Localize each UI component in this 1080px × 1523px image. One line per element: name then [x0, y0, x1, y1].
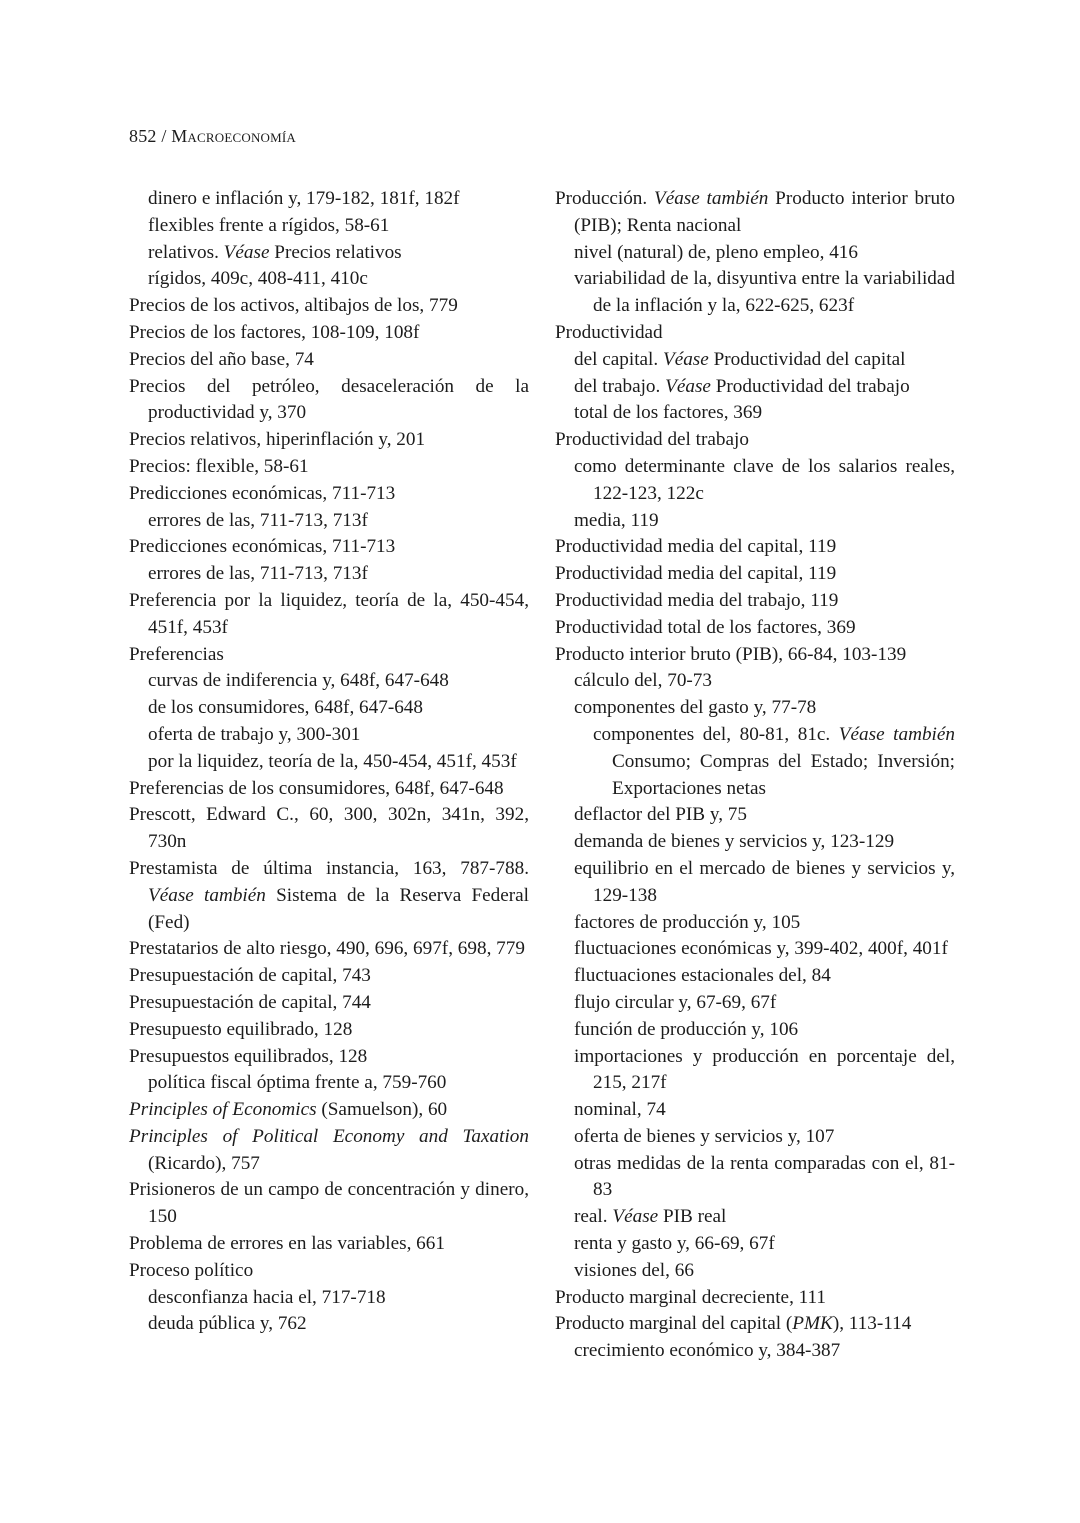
entry-text: Productividad total de los factores, 369 — [555, 616, 856, 638]
index-entry — [555, 1311, 955, 1338]
entry-text: demanda de bienes y servicios y, 123-129 — [574, 831, 895, 853]
entry-text: deflactor del PIB y, 75 — [574, 804, 747, 826]
index-subentry — [555, 1097, 955, 1124]
entry-text: crecimiento económico y, 384-387 — [574, 1340, 841, 1362]
entry-text: Véase también — [148, 884, 266, 906]
index-subentry — [129, 213, 529, 240]
index-subentry — [555, 1204, 955, 1231]
entry-text: Productividad media del trabajo, 119 — [555, 589, 839, 611]
index-subentry — [129, 266, 529, 293]
entry-text: ), 113-114 — [832, 1313, 912, 1335]
index-column-right — [555, 186, 955, 1365]
index-subentry — [555, 668, 955, 695]
entry-text: Véase — [612, 1206, 659, 1228]
entry-text: real. — [574, 1206, 613, 1228]
entry-text: de los consumidores, 648f, 647-648 — [148, 697, 423, 719]
entry-text: nominal, 74 — [574, 1099, 666, 1121]
entry-text: Producto marginal del capital ( — [555, 1313, 793, 1335]
entry-text: renta y gasto y, 66-69, 67f — [574, 1233, 775, 1255]
entry-text: Preferencias — [129, 643, 224, 665]
entry-text: Producción. — [555, 188, 654, 209]
entry-text: Productividad del trabajo — [555, 429, 749, 451]
entry-text: por la liquidez, teoría de la, 450-454, 451f, 453f — [148, 750, 517, 772]
entry-text: Producto marginal decreciente, 111 — [555, 1286, 827, 1308]
entry-text: desconfianza hacia el, 717-718 — [148, 1286, 386, 1308]
index-subentry — [555, 1044, 955, 1098]
index-subentry — [129, 186, 529, 213]
index-entry — [129, 776, 529, 803]
index-subentry — [555, 990, 955, 1017]
entry-text: Predicciones económicas, 711-713 — [129, 482, 396, 504]
index-entry — [129, 936, 529, 963]
index-subentry — [555, 856, 955, 910]
entry-text: factores de producción y, 105 — [574, 911, 801, 933]
index-entry — [555, 186, 955, 240]
index-subentry — [129, 722, 529, 749]
index-entry — [129, 427, 529, 454]
entry-text: deuda pública y, 762 — [148, 1313, 307, 1335]
entry-text: del trabajo. — [574, 375, 666, 397]
entry-text: cálculo del, 70-73 — [574, 670, 712, 692]
index-entry — [555, 615, 955, 642]
index-entry — [129, 588, 529, 642]
index-subentry — [129, 1311, 529, 1338]
index-subentry — [129, 561, 529, 588]
entry-text: Véase también — [838, 723, 955, 745]
entry-text: política fiscal óptima frente a, 759-760 — [148, 1072, 447, 1094]
index-entry — [129, 1231, 529, 1258]
entry-text: oferta de trabajo y, 300-301 — [148, 723, 361, 745]
running-header — [129, 126, 296, 147]
index-subentry — [555, 240, 955, 267]
entry-text: Véase también — [653, 188, 769, 209]
index-subentry — [555, 802, 955, 829]
entry-text: Problema de errores en las variables, 661 — [129, 1233, 445, 1255]
entry-text: nivel (natural) de, pleno empleo, 416 — [574, 241, 858, 263]
index-subentry — [555, 374, 955, 401]
index-subentry — [555, 347, 955, 374]
entry-text: del capital. — [574, 348, 663, 370]
entry-text: dinero e inflación y, 179-182, 181f, 182f — [148, 188, 460, 209]
index-subentry — [555, 722, 955, 802]
entry-text: Producto interior bruto (PIB); Renta nacional — [574, 188, 955, 236]
entry-text: Prestamista de última instancia, 163, 787-788. — [129, 857, 529, 879]
index-entry — [129, 481, 529, 508]
entry-text: (Samuelson), 60 — [316, 1099, 448, 1121]
entry-text: componentes del, 80-81, 81c. — [593, 723, 839, 745]
index-subentry — [129, 695, 529, 722]
entry-text: Véase — [662, 348, 709, 370]
index-subentry — [555, 936, 955, 963]
entry-text: Precios del año base, 74 — [129, 348, 314, 370]
index-entry — [129, 1097, 529, 1124]
index-entry — [555, 561, 955, 588]
entry-text: Producto interior bruto (PIB), 66-84, 103-139 — [555, 643, 907, 665]
entry-text: PIB real — [658, 1206, 727, 1228]
index-subentry — [555, 1017, 955, 1044]
index-entry — [129, 990, 529, 1017]
entry-text: PMK — [792, 1313, 833, 1335]
entry-text: Productividad media del capital, 119 — [555, 563, 837, 585]
entry-text: Prescott, Edward C., 60, 300, 302n, 341n, 392, 730n — [129, 804, 529, 853]
index-subentry — [129, 240, 529, 267]
index-subentry — [129, 668, 529, 695]
index-entry — [129, 374, 529, 428]
entry-text: componentes del gasto y, 77-78 — [574, 697, 817, 719]
index-subentry — [555, 695, 955, 722]
index-subentry — [129, 508, 529, 535]
index-entry — [129, 454, 529, 481]
index-entry — [555, 320, 955, 347]
entry-text: Precios: flexible, 58-61 — [129, 455, 309, 477]
entry-text: función de producción y, 106 — [574, 1018, 799, 1040]
entry-text: Predicciones económicas, 711-713 — [129, 536, 396, 558]
entry-text: flexibles frente a rígidos, 58-61 — [148, 214, 390, 236]
index-subentry — [555, 1124, 955, 1151]
entry-text: Presupuesto equilibrado, 128 — [129, 1018, 353, 1040]
index-entry — [129, 293, 529, 320]
entry-text: Presupuestación de capital, 743 — [129, 965, 371, 987]
entry-text: Consumo; Compras del Estado; Inversión; Exportaciones netas — [612, 750, 955, 799]
index-subentry — [555, 454, 955, 508]
entry-text: fluctuaciones económicas y, 399-402, 400f, 401f — [574, 938, 948, 960]
entry-text: errores de las, 711-713, 713f — [148, 509, 368, 531]
entry-text: Preferencia por la liquidez, teoría de la, 450-454, 451f, 453f — [129, 589, 529, 638]
index-subentry — [555, 266, 955, 320]
index-subentry — [555, 400, 955, 427]
index-entry — [129, 856, 529, 936]
entry-text: Preferencias de los consumidores, 648f, 647-648 — [129, 777, 504, 799]
index-entry — [555, 427, 955, 454]
index-entry — [129, 1258, 529, 1285]
entry-text: otras medidas de la renta comparadas con el, 81-83 — [574, 1152, 955, 1201]
index-entry — [555, 534, 955, 561]
index-subentry — [555, 963, 955, 990]
entry-text: Productividad del trabajo — [710, 375, 910, 397]
entry-text: Precios relativos — [269, 241, 402, 263]
entry-text: Presupuestación de capital, 744 — [129, 991, 371, 1013]
index-entry — [129, 320, 529, 347]
entry-text: Prisioneros de un campo de concentración y dinero, 150 — [129, 1179, 529, 1228]
index-subentry — [555, 1258, 955, 1285]
page-number: 852 — [129, 126, 157, 146]
entry-text: curvas de indiferencia y, 648f, 647-648 — [148, 670, 449, 692]
entry-text: Principles of Political Economy and Taxation — [129, 1125, 529, 1147]
entry-text: importaciones y producción en porcentaje del, 215, 217f — [574, 1045, 955, 1094]
index-subentry — [555, 829, 955, 856]
entry-text: Productividad media del capital, 119 — [555, 536, 837, 558]
entry-text: Principles of Economics — [129, 1099, 317, 1121]
entry-text: Precios de los activos, altibajos de los, 779 — [129, 295, 458, 317]
index-entry — [129, 1044, 529, 1071]
index-subentry — [555, 910, 955, 937]
index-subentry — [555, 1338, 955, 1365]
entry-text: Precios de los factores, 108-109, 108f — [129, 321, 420, 343]
entry-text: Precios relativos, hiperinflación y, 201 — [129, 429, 426, 451]
header-separator: / — [161, 126, 167, 146]
index-entry — [129, 534, 529, 561]
index-subentry — [129, 1070, 529, 1097]
entry-text: equilibrio en el mercado de bienes y servicios y, 129-138 — [574, 857, 955, 906]
entry-text: flujo circular y, 67-69, 67f — [574, 991, 777, 1013]
entry-text: Productividad — [555, 321, 663, 343]
index-entry — [129, 1017, 529, 1044]
entry-text: (Ricardo), 757 — [148, 1152, 260, 1174]
index-entry — [129, 642, 529, 669]
entry-text: fluctuaciones estacionales del, 84 — [574, 965, 831, 987]
entry-text: Precios del petróleo, desaceleración de la productividad y, 370 — [129, 375, 529, 424]
entry-text: total de los factores, 369 — [574, 402, 763, 424]
index-subentry — [555, 1151, 955, 1205]
index-entry — [555, 588, 955, 615]
entry-text: Sistema de la Reserva Federal (Fed) — [148, 884, 529, 933]
entry-text: Presupuestos equilibrados, 128 — [129, 1045, 368, 1067]
index-entry — [129, 802, 529, 856]
entry-text: como determinante clave de los salarios reales, 122-123, 122c — [574, 455, 955, 504]
index-entry — [555, 642, 955, 669]
index-subentry — [555, 508, 955, 535]
index-subentry — [129, 1285, 529, 1312]
book-title: Macroeconomía — [171, 126, 296, 146]
entry-text: Prestatarios de alto riesgo, 490, 696, 697f, 698, 779 — [129, 938, 525, 960]
index-subentry — [555, 1231, 955, 1258]
index-entry — [129, 1124, 529, 1178]
index-subentry — [129, 749, 529, 776]
entry-text: relativos. — [148, 241, 224, 263]
entry-text: variabilidad de la, disyuntiva entre la variabilidad de la inflación y la, 622-625, 623f — [574, 268, 955, 317]
entry-text: Productividad del capital — [708, 348, 906, 370]
entry-text: visiones del, 66 — [574, 1259, 694, 1281]
index-entry — [129, 347, 529, 374]
entry-text: errores de las, 711-713, 713f — [148, 563, 368, 585]
entry-text: Véase — [665, 375, 711, 397]
entry-text: rígidos, 409c, 408-411, 410c — [148, 268, 368, 290]
entry-text: Proceso político — [129, 1259, 254, 1281]
index-column-left — [129, 186, 529, 1338]
entry-text: media, 119 — [574, 509, 659, 531]
index-entry — [129, 1177, 529, 1231]
entry-text: Véase — [223, 241, 270, 263]
entry-text: oferta de bienes y servicios y, 107 — [574, 1125, 835, 1147]
index-entry — [129, 963, 529, 990]
index-entry — [555, 1285, 955, 1312]
